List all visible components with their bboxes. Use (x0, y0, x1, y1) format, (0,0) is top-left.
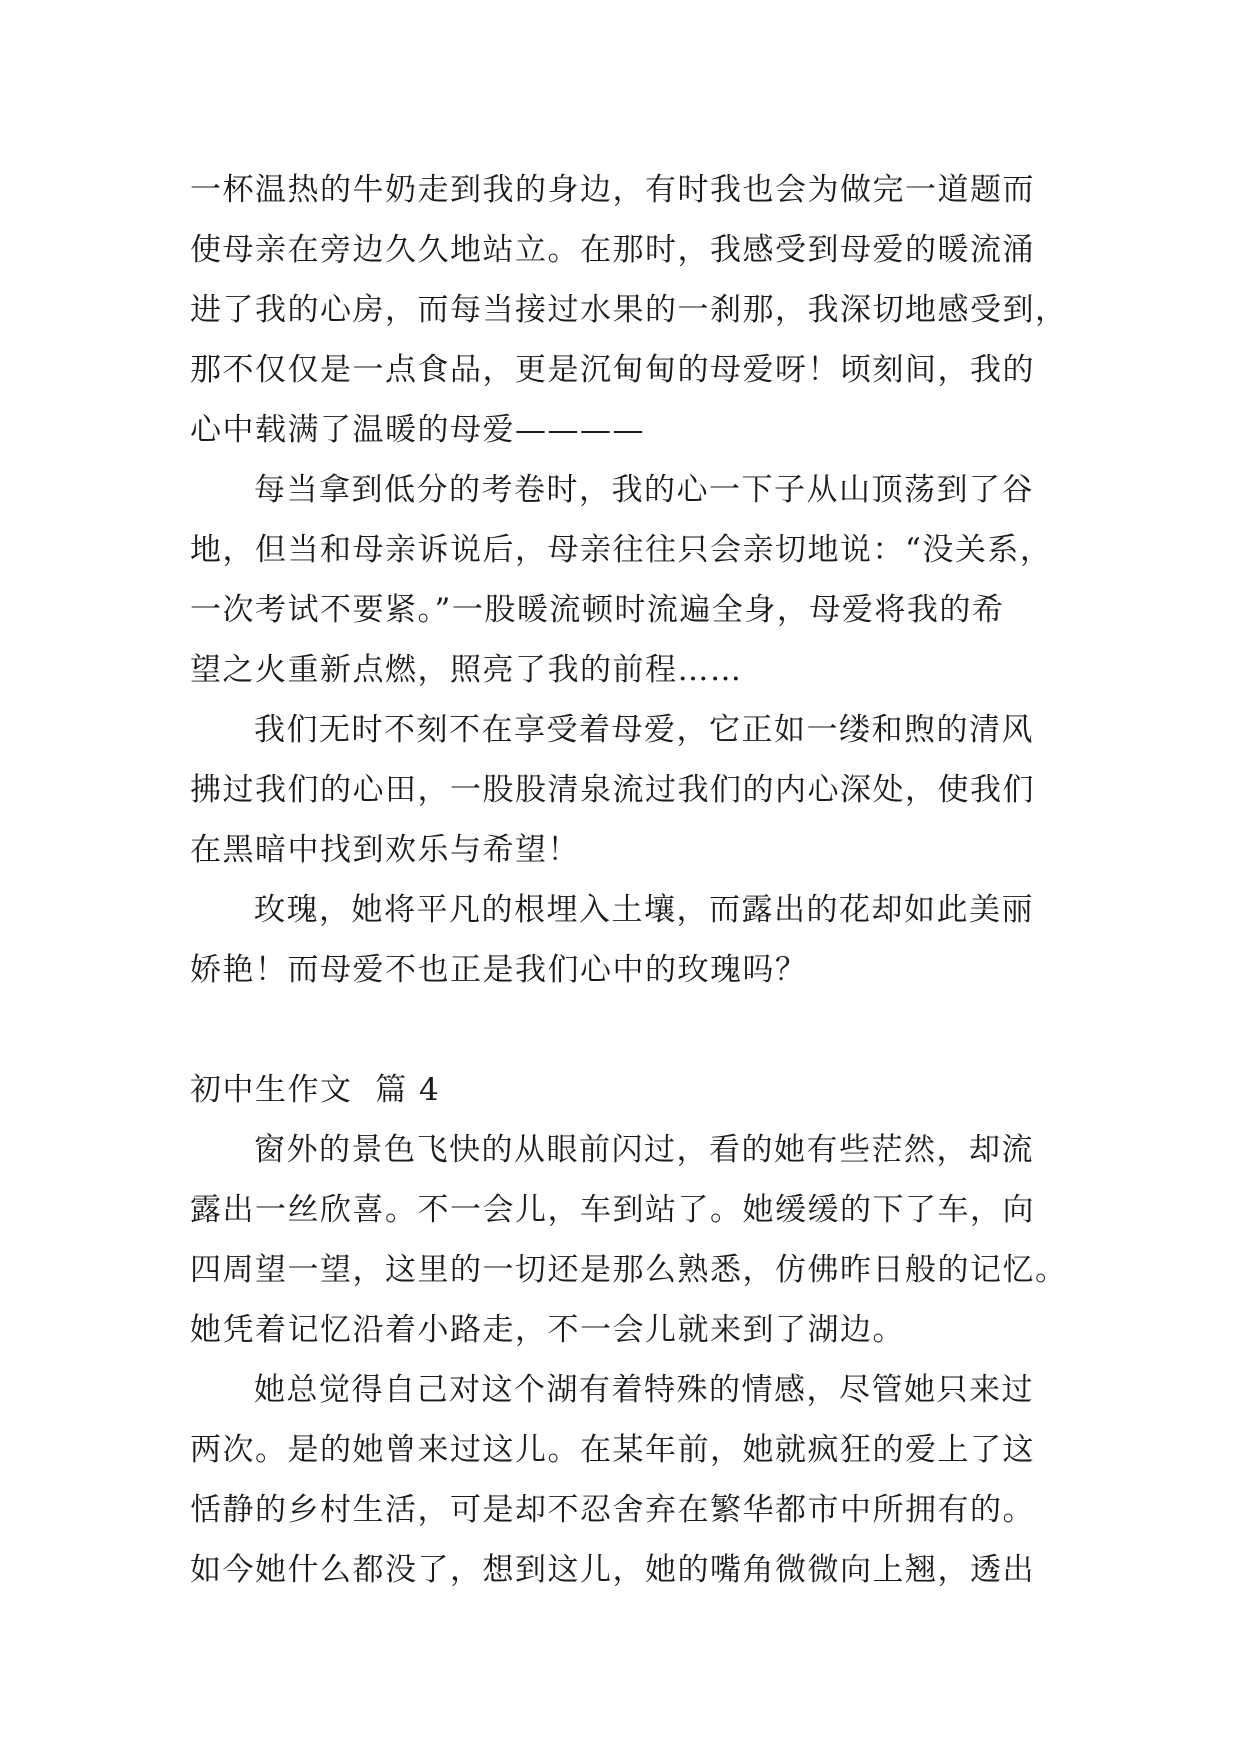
text-line: 娇艳！而母爱不也正是我们心中的玫瑰吗？ (190, 952, 808, 988)
text-line: 她总觉得自己对这个湖有着特殊的情感，尽管她只来过 (254, 1372, 1034, 1408)
text-line: 窗外的景色飞快的从眼前闪过，看的她有些茫然，却流 (254, 1132, 1034, 1168)
text-line: 两次。是的她曾来过这儿。在某年前，她就疯狂的爱上了这 (190, 1432, 1035, 1468)
text-line: 进了我的心房，而每当接过水果的一刹那，我深切地感受到， (190, 292, 1068, 328)
text-line: 玫瑰，她将平凡的根埋入土壤，而露出的花却如此美丽 (254, 892, 1034, 928)
text-line: 一次考试不要紧。”一股暖流顿时流遍全身，母爱将我的希 (190, 592, 1005, 628)
text-line: 那不仅仅是一点食品，更是沉甸甸的母爱呀！顷刻间，我的 (190, 352, 1035, 388)
text-line: 她凭着记忆沿着小路走，不一会儿就来到了湖边。 (190, 1312, 905, 1348)
text-line: 我们无时不刻不在享受着母爱，它正如一缕和煦的清风 (254, 712, 1034, 748)
text-line: 四周望一望，这里的一切还是那么熟悉，仿佛昨日般的记忆。 (190, 1252, 1068, 1288)
text-line: 一杯温热的牛奶走到我的身边，有时我也会为做完一道题而 (190, 172, 1035, 208)
text-line: 拂过我们的心田，一股股清泉流过我们的内心深处，使我们 (190, 772, 1035, 808)
text-line: 恬静的乡村生活，可是却不忍舍弃在繁华都市中所拥有的。 (190, 1492, 1035, 1528)
text-line: 地，但当和母亲诉说后，母亲往往只会亲切地说：“没关系， (190, 532, 1053, 568)
text-line: 使母亲在旁边久久地站立。在那时，我感受到母爱的暖流涌 (190, 232, 1035, 268)
text-line: 每当拿到低分的考卷时，我的心一下子从山顶荡到了谷 (254, 472, 1034, 508)
text-line: 心中载满了温暖的母爱———— (190, 412, 645, 448)
text-line: 在黑暗中找到欢乐与希望！ (190, 832, 580, 868)
section-spacer (190, 1000, 1052, 1060)
text-line: 望之火重新点燃，照亮了我的前程…… (190, 652, 743, 688)
document-body (190, 160, 1068, 1600)
section-title: 初中生作文 篇 4 (190, 1072, 441, 1108)
text-line: 如今她什么都没了，想到这儿，她的嘴角微微向上翘，透出 (190, 1552, 1035, 1588)
text-line: 露出一丝欣喜。不一会儿，车到站了。她缓缓的下了车，向 (190, 1192, 1035, 1228)
